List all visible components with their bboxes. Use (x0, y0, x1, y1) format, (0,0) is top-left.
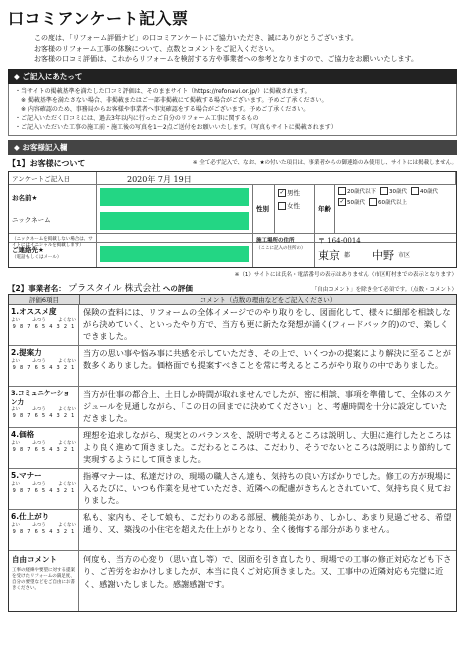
scale-mid-label: ふつう (32, 406, 46, 412)
rating-option[interactable]: 9 (12, 364, 16, 371)
rating-option[interactable]: 4 (49, 412, 53, 419)
rating-option[interactable]: 1 (71, 364, 75, 371)
customer-heading (8, 158, 457, 169)
rating-option[interactable]: 3 (56, 446, 60, 453)
scale-mid-label: ふつう (32, 358, 46, 364)
evaluation-row (9, 469, 456, 510)
customer-heading-title: 【1】お客様について (8, 158, 86, 168)
item-title: 3.コミュニケーション力 (11, 388, 70, 406)
item-comment[interactable]: 理想を追求しながら、現実とのバランスを、説明で考えるところは説明し、大胆に進行したところはより良く進めて頂きました。こだわるところは、こだわり、そうでないところは説明により節約して実現するようにして頂きました。 (83, 429, 452, 465)
checkbox[interactable] (380, 187, 388, 195)
scale-low-label: よくない (58, 522, 76, 528)
evaluation-row (9, 387, 456, 428)
evaluation-heading-suffix: への評価 (162, 283, 193, 293)
checkbox[interactable] (411, 187, 419, 195)
rating-option[interactable]: 4 (49, 446, 53, 453)
section-header-instructions: ◆ ご記入にあたって (8, 69, 457, 84)
intro-text (8, 33, 457, 65)
evaluation-heading-note: 「自由コメント」を除き全て必須です。（点数・コメント） (311, 286, 457, 293)
rating-option[interactable]: 6 (34, 323, 38, 330)
rating-option[interactable]: 8 (19, 364, 24, 371)
rating-option[interactable]: 6 (34, 528, 38, 535)
free-comment-desc: 工事の経緯や要望に対する提案を受けたリフォームの満足度、自分の要望などをご自由にお書きください。 (12, 567, 75, 592)
rating-option[interactable]: 1 (71, 412, 75, 419)
rating-option[interactable]: 4 (49, 323, 53, 330)
rating-option[interactable]: 8 (19, 323, 24, 330)
free-comment-text[interactable]: 何度も、当方の心変り（思い直し等）で、図面を引き直したり、現場での工事の修正対応なども下さり、ご苦労をおかけしましたが、本当に良くご対応頂きました。又、工事中の近隣対応も完璧に近く、感謝いたしました。感謝感謝です。 (83, 553, 452, 589)
rating-option[interactable]: 8 (19, 446, 24, 453)
evaluation-heading (8, 281, 457, 294)
phone-label: ご連絡先★ (12, 245, 44, 254)
company-name: プラスタイル 株式会社 (68, 283, 161, 294)
name-label: お名前★ (12, 194, 38, 202)
instructions-box (8, 84, 457, 136)
nickname-label: ニックネーム (12, 216, 51, 224)
note-line: ・ご記入いただく口コミには、過去3年以内に行ったご自分のリフォーム工事に関するもの (15, 114, 259, 122)
rating-scale[interactable] (11, 324, 76, 330)
scale-mid-label: ふつう (32, 522, 46, 528)
rating-option[interactable]: 2 (63, 446, 68, 453)
rating-option[interactable]: 4 (49, 487, 53, 494)
phone-desc: （電話もしくはメール） (12, 254, 62, 260)
age-option-label: 30歳代 (389, 188, 407, 195)
rating-option[interactable]: 1 (71, 323, 75, 330)
item-title: 4.価格 (11, 429, 35, 439)
gender-female-option[interactable] (278, 200, 311, 213)
checkbox[interactable] (369, 198, 377, 206)
rating-option[interactable]: 1 (71, 487, 75, 494)
rating-option[interactable]: 5 (41, 528, 46, 535)
scale-low-label: よくない (58, 481, 76, 487)
intro-line: お客様のリフォーム工事の体験について、点数とコメントをご記入ください。 (34, 44, 279, 53)
date-value[interactable]: 2020年 7月 19日 (97, 172, 456, 184)
rating-scale[interactable] (11, 365, 76, 371)
scale-low-label: よくない (58, 358, 76, 364)
rating-option[interactable]: 2 (63, 528, 68, 535)
gender-male-option[interactable] (278, 187, 311, 200)
age-option-label: 50歳代 (347, 199, 365, 206)
scale-high-label: よい (11, 522, 20, 528)
date-label: アンケートご記入日 (9, 172, 97, 184)
rating-option[interactable]: 9 (12, 487, 16, 494)
rating-option[interactable]: 4 (49, 364, 53, 371)
rating-option[interactable]: 5 (41, 446, 46, 453)
rating-option[interactable]: 8 (19, 528, 24, 535)
section-title: お客様記入欄 (22, 142, 68, 152)
rating-option[interactable]: 9 (12, 446, 16, 453)
intro-line: お客様の口コミ評価は、これからリフォームを検討する方や事業者への参考となりますので、ご協力をお願いいたします。 (34, 55, 418, 63)
age-option-50s[interactable] (338, 198, 365, 209)
rating-option[interactable]: 2 (63, 364, 68, 371)
rating-option[interactable]: 6 (34, 446, 38, 453)
nickname-field-redacted[interactable] (100, 212, 249, 230)
scale-mid-label: ふつう (32, 317, 46, 323)
item-comment[interactable]: 指導マナーは、私達だけの、現場の職人さん達も、気持ちの良い方ばかりでした。修工の方が現場に入るたびに、いつも作業を見せていただき、近隣への配慮がきちんとされていて、気持ち良く見ておりました。 (83, 470, 452, 506)
scale-high-label: よい (11, 358, 20, 364)
age-option-label: 60歳代以上 (378, 199, 407, 206)
scale-low-label: よくない (58, 440, 76, 446)
customer-heading-note: ※ 全て必ず記入で、なお、★の付いた項目は、事業者からの御連絡のみ使用し、サイトには掲載しません。 (192, 159, 457, 166)
note-line: ※ 内容確認のため、事務局からお客様や事業者へ事実確認をする場合がございます。予めご了承ください。 (15, 105, 310, 113)
rating-option[interactable]: 5 (41, 323, 46, 330)
age-option-30s[interactable] (380, 187, 407, 198)
form-title: 口コミアンケート記入票 (8, 9, 189, 28)
evaluation-heading-label: 【2】事業者名： (8, 283, 66, 293)
rating-scale[interactable] (11, 413, 76, 419)
note-line: ・当サイトの掲載基準を満たした口コミ評価は、そのままサイト（https://refonavi.or.jp/）に掲載されます。 (15, 87, 311, 95)
rating-option[interactable]: 6 (34, 364, 38, 371)
age-label: 年齢 (315, 185, 335, 233)
address-label: 施工場所の住所 (253, 234, 315, 242)
gender-female-label: 女性 (287, 201, 300, 210)
scale-high-label: よい (11, 440, 20, 446)
rating-option[interactable]: 4 (49, 528, 53, 535)
age-option-60s[interactable] (369, 198, 407, 209)
rating-option[interactable]: 9 (12, 323, 16, 330)
item-comment[interactable]: 当方の思い事や悩み事に共感を示していただき、その上で、いくつかの提案により解決に至ることが数多くありました。価格面でも提案すべきことを常に考えるところがやり取りの中でありました。 (83, 347, 451, 370)
rating-option[interactable]: 3 (56, 528, 60, 535)
rating-option[interactable]: 7 (27, 364, 31, 371)
prefecture-suffix: 都 (344, 252, 351, 259)
age-option-20s[interactable] (338, 187, 376, 198)
col-items-header: 評価6項目 (9, 295, 80, 304)
rating-option[interactable]: 5 (41, 487, 46, 494)
customer-info-table (8, 171, 457, 268)
item-title: 5.マナー (11, 470, 42, 480)
rating-scale[interactable] (11, 529, 76, 535)
rating-option[interactable]: 7 (27, 323, 31, 330)
scale-low-label: よくない (58, 317, 76, 323)
scale-low-label: よくない (58, 406, 76, 412)
rating-option[interactable]: 1 (71, 528, 75, 535)
rating-option[interactable]: 7 (27, 528, 31, 535)
rating-option[interactable]: 2 (63, 412, 68, 419)
rating-option[interactable]: 3 (56, 487, 60, 494)
name-field-redacted[interactable] (100, 188, 249, 206)
gender-male-label: 男性 (287, 188, 300, 197)
rating-option[interactable]: 3 (56, 364, 60, 371)
rating-option[interactable]: 6 (34, 412, 38, 419)
item-title: 6.仕上がり (11, 511, 50, 521)
section-header-customer-entry: ◆ お客様記入欄 (8, 140, 457, 155)
rating-option[interactable]: 6 (34, 487, 38, 494)
privacy-note: ※（1）サイトには氏名・電話番号の表示はありません（市区町村までの表示となります） (234, 271, 457, 278)
nickname-desc: （ニックネームを掲載しない場合は、サイトにはイニシャルを掲載します） (9, 234, 97, 242)
rating-option[interactable]: 3 (56, 412, 60, 419)
rating-option[interactable]: 7 (27, 412, 31, 419)
checkbox-checked[interactable]: ✓ (279, 188, 285, 196)
rating-option[interactable]: 7 (27, 487, 31, 494)
checkbox[interactable] (338, 187, 346, 195)
free-comment-title: 自由コメント (12, 554, 57, 564)
gender-label: 性別 (253, 185, 275, 233)
intro-line: この度は、「リフォーム評価ナビ」の口コミアンケートにご協力いただき、誠にありがとうございます。 (34, 34, 358, 42)
item-comment[interactable]: 私も、家内も、そして娘も、こだわりのある部屋、機能美があり、しかし、あまり見過ごせる、希望通り、又、築浅の小住宅を超えた仕上がりとなり、全く後悔する部分がありません。 (83, 511, 452, 534)
rating-option[interactable]: 8 (19, 412, 24, 419)
rating-option[interactable]: 2 (63, 323, 68, 330)
free-comment-row (9, 551, 456, 611)
section-title: ご記入にあたって (22, 71, 83, 81)
scale-high-label: よい (11, 481, 20, 487)
address-desc: （ここに記入の住所の） (253, 243, 315, 267)
item-comment[interactable]: 当方が仕事の都合上、土日しか時間が取れませんでしたが、密に相談、事項を準備して、全体のスケジュールを見通しながら、「この日の回までに決めてください」と、考慮時間を十分に設定していただきました。 (83, 388, 452, 424)
evaluation-table (8, 294, 457, 612)
item-title: 1.オススメ度 (11, 306, 57, 316)
evaluation-row (9, 346, 456, 387)
evaluation-row (9, 510, 456, 551)
rating-scale[interactable] (11, 488, 76, 494)
postal-code[interactable]: 〒 164-0014 (318, 236, 361, 245)
col-comment-header: コメント（点数の理由などをご記入ください） (199, 295, 337, 304)
rating-option[interactable]: 9 (12, 412, 16, 419)
scale-mid-label: ふつう (32, 481, 46, 487)
age-option-40s[interactable] (411, 187, 438, 198)
phone-field-redacted[interactable] (100, 246, 249, 262)
scale-mid-label: ふつう (32, 440, 46, 446)
scale-high-label: よい (11, 317, 20, 323)
note-line: ※ 掲載基準を満たさない場合、非掲載またはご一部非掲載にて掲載する場合がございます。予めご了承ください。 (15, 96, 328, 104)
rating-option[interactable]: 3 (56, 323, 60, 330)
address-prefecture[interactable]: 東京 (318, 248, 340, 262)
rating-scale[interactable] (11, 447, 76, 453)
rating-option[interactable]: 2 (63, 487, 68, 494)
address-city[interactable]: 中野 (372, 248, 395, 262)
checkbox[interactable] (278, 202, 286, 210)
note-line: ・ご記入いただいた工事の施工前・施工後の写真を1～2点ご送付をお願いいたします。（写真もサイトに掲載されます） (15, 123, 337, 131)
age-option-label: 40歳代 (420, 188, 438, 195)
item-comment[interactable]: 保険の査料には、リフォームの全体イメージでのやり取りをし、図面化して、様々に細部を相談しながら決めていく、といったやり方で、当方も更に新たな発想が涌く(フィードバック的)ので、楽しくできました。 (83, 306, 451, 342)
rating-option[interactable]: 8 (19, 487, 24, 494)
age-option-label: 20歳代以下 (347, 188, 376, 195)
rating-option[interactable]: 9 (12, 528, 16, 535)
evaluation-row (9, 428, 456, 469)
scale-high-label: よい (11, 406, 20, 412)
rating-option[interactable]: 7 (27, 446, 31, 453)
city-suffix: 市区 (398, 252, 411, 259)
checkbox-checked[interactable]: ✓ (339, 198, 345, 205)
evaluation-row (9, 305, 456, 346)
rating-option[interactable]: 5 (41, 412, 46, 419)
rating-option[interactable]: 5 (41, 364, 46, 371)
item-title: 2.提案力 (11, 347, 42, 357)
rating-option[interactable]: 1 (71, 446, 75, 453)
